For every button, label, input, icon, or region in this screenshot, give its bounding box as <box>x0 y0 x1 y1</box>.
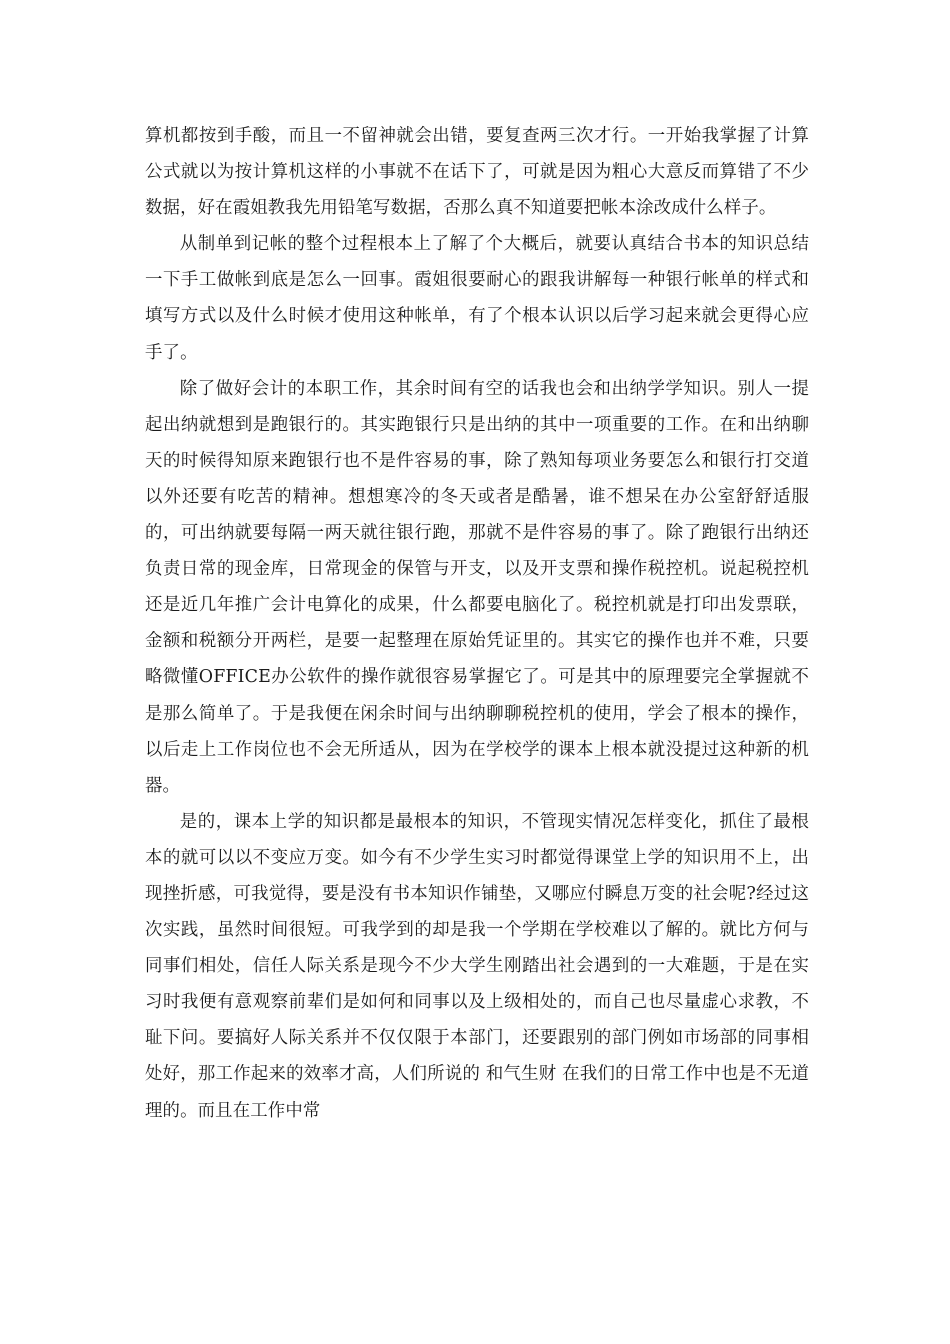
paragraph: 从制单到记帐的整个过程根本上了解了个大概后，就要认真结合书本的知识总结一下手工做帐到底是怎么一回事。霞姐很要耐心的跟我讲解每一种银行帐单的样式和填写方式以及什么时候才使用这种帐单，有了个根本认识以后学习起来就会更得心应手了。 <box>145 234 809 363</box>
paragraph: 是的，课本上学的知识都是最根本的知识，不管现实情况怎样变化，抓住了最根本的就可以以不变应万变。如今有不少学生实习时都觉得课堂上学的知识用不上，出现挫折感，可我觉得，要是没有书本知识作铺垫，又哪应付瞬息万变的社会呢?经过这次实践，虽然时间很短。可我学到的却是我一个学期在学校难以了解的。就比方何与同事们相处，信任人际关系是现今不少大学生刚踏出社会遇到的一大难题，于是在实习时我便有意观察前辈们是如何和同事以及上级相处的，而自己也尽量虚心求教，不耻下问。要搞好人际关系并不仅仅限于本部门，还要跟别的部门例如市场部的同事相处好，那工作起来的效率才高，人们所说的 和气生财 在我们的日常工作中也是不无道理的。而且在工作中常 <box>145 811 809 1121</box>
paragraph-continued: 算机都按到手酸，而且一不留神就会出错，要复查两三次才行。一开始我掌握了计算公式就以为按计算机这样的小事就不在话下了，可就是因为粗心大意反而算错了不少数据，好在霞姐教我先用铅笔写数据，否那么真不知道要把帐本涂改成什么样子。 <box>145 126 809 219</box>
paragraph: 除了做好会计的本职工作，其余时间有空的话我也会和出纳学学知识。别人一提起出纳就想到是跑银行的。其实跑银行只是出纳的其中一项重要的工作。在和出纳聊天的时候得知原来跑银行也不是件容易的事，除了熟知每项业务要怎么和银行打交道以外还要有吃苦的精神。想想寒冷的冬天或者是酷暑，谁不想呆在办公室舒舒适服的，可出纳就要每隔一两天就往银行跑，那就不是件容易的事了。除了跑银行出纳还负责日常的现金库，日常现金的保管与开支，以及开支票和操作税控机。说起税控机还是近几年推广会计电算化的成果，什么都要电脑化了。税控机就是打印出发票联，金额和税额分开两栏，是要一起整理在原始凭证里的。其实它的操作也并不难，只要略微懂OFFICE办公软件的操作就很容易掌握它了。可是其中的原理要完全掌握就不是那么简单了。于是我便在闲余时间与出纳聊聊税控机的使用，学会了根本的操作，以后走上工作岗位也不会无所适从，因为在学校学的课本上根本就没提过这种新的机器。 <box>145 378 809 796</box>
document-body <box>145 118 809 1129</box>
